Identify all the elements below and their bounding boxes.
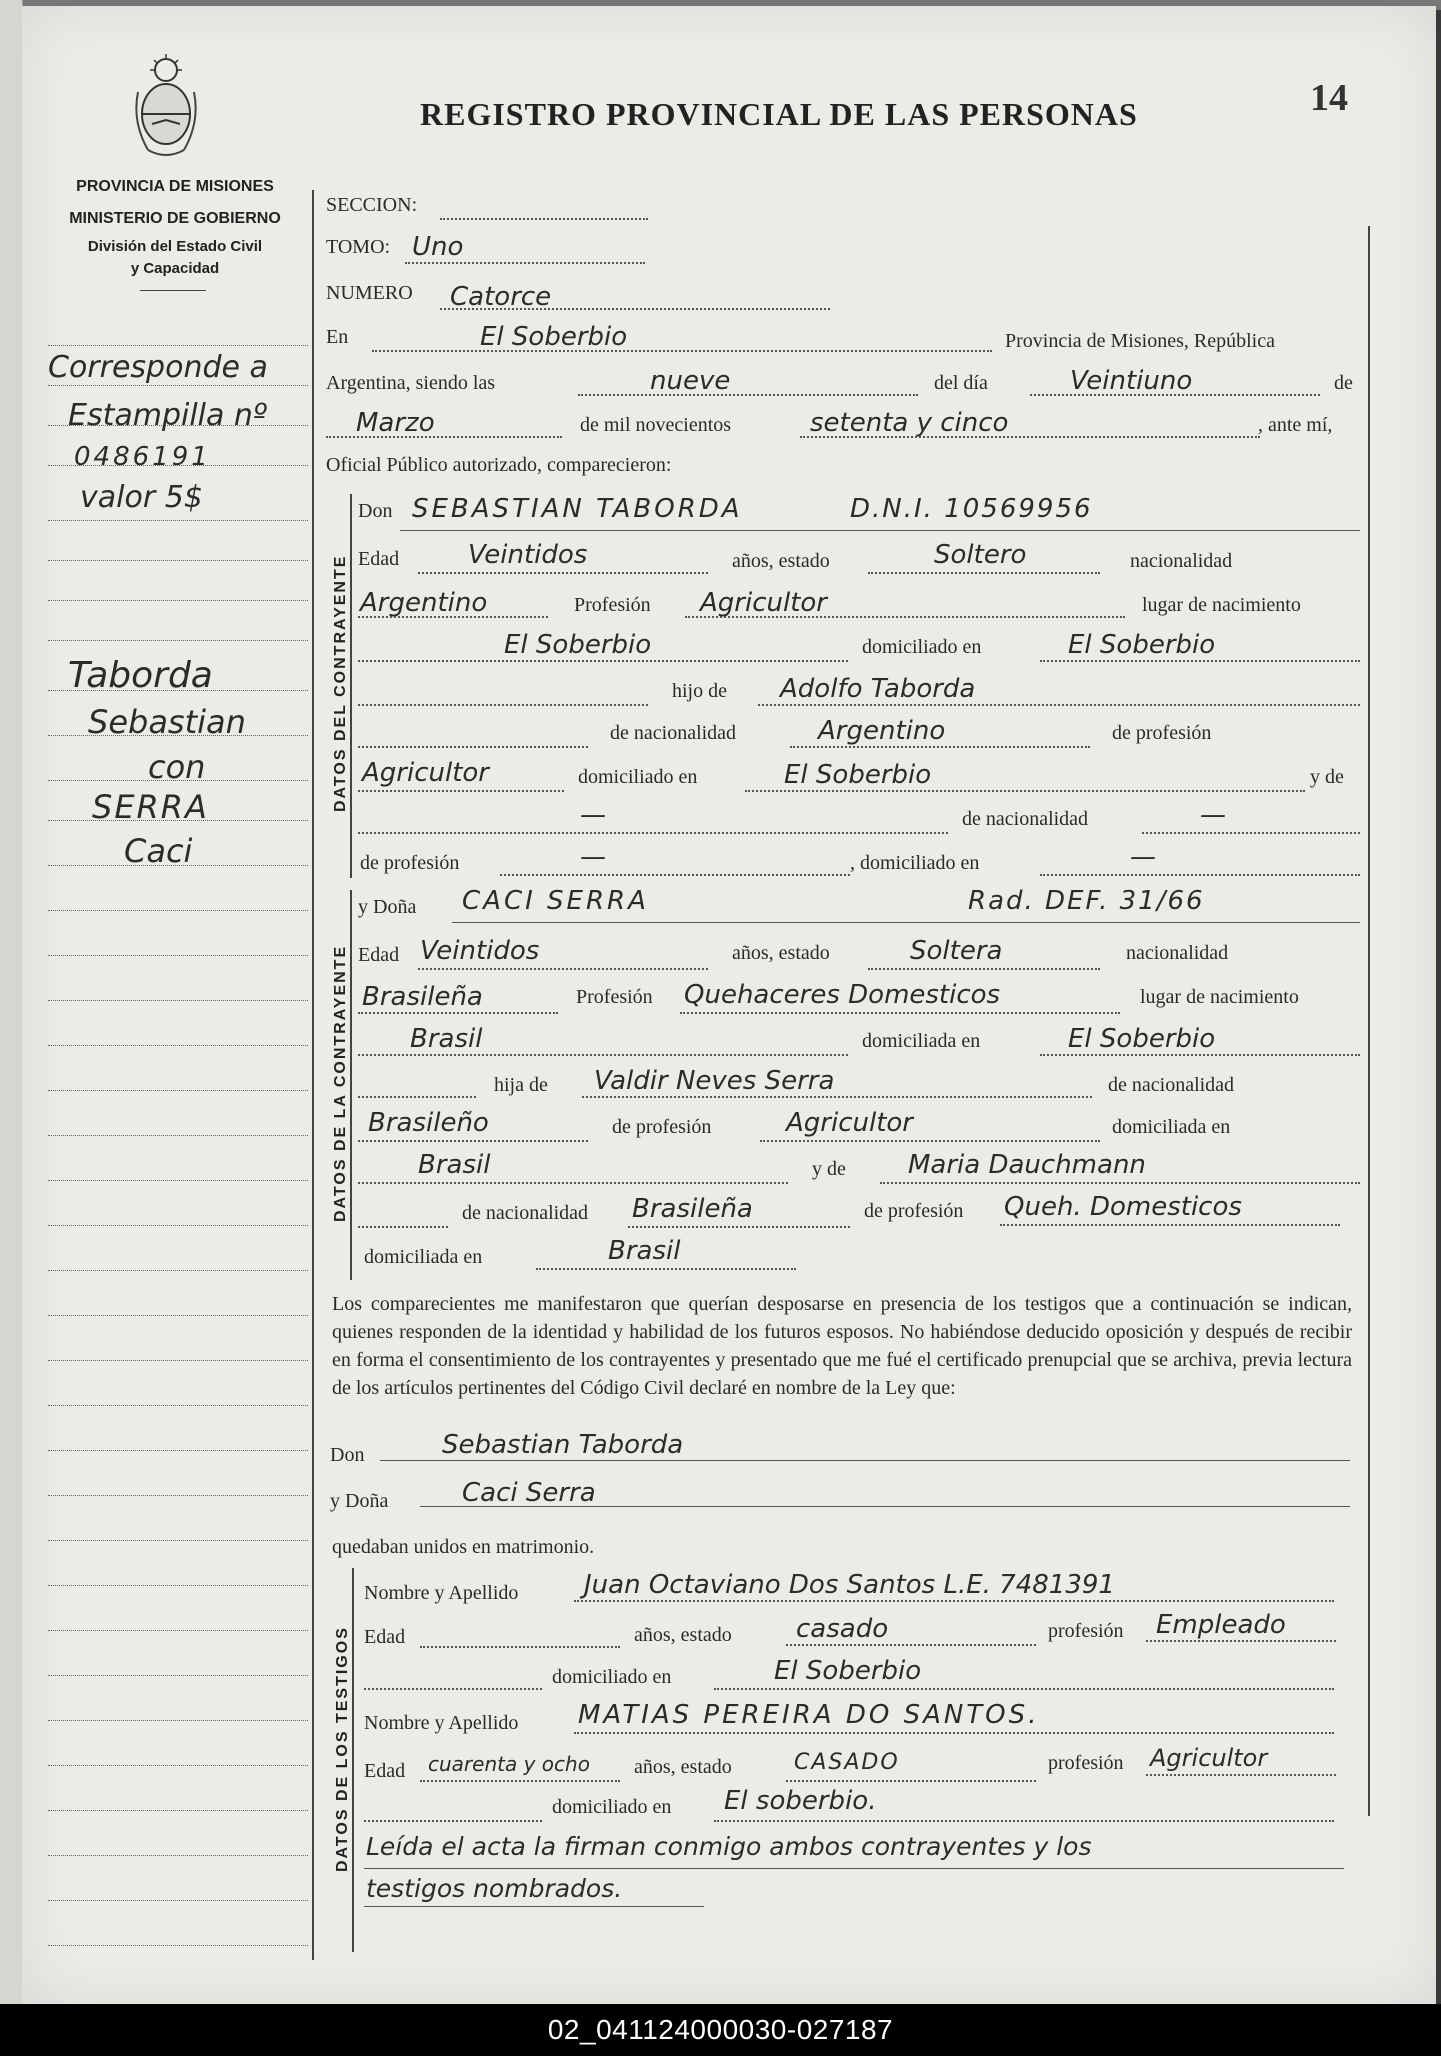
edad-line-2: [418, 968, 708, 970]
anios-estado-label-4: años, estado: [634, 1756, 732, 1778]
lugar-line: [358, 660, 848, 662]
madre-nac-line-2: [628, 1226, 850, 1228]
contrayente-estado: Soltero: [934, 540, 1027, 570]
contrayenta-lugar: Brasil: [410, 1024, 483, 1054]
profesion-line: [685, 616, 1125, 618]
contrayente-lugar: El Soberbio: [504, 630, 652, 660]
contrayenta-madre-profesion: Queh. Domesticos: [1004, 1192, 1242, 1222]
seccion-label: SECCION:: [326, 194, 418, 216]
y-de-label-2: y de: [812, 1158, 846, 1180]
madre-line-2: [880, 1182, 1360, 1184]
edad-label-2: Edad: [358, 944, 400, 966]
dia-value: Veintiuno: [1070, 366, 1193, 396]
mes-value: Marzo: [356, 408, 435, 438]
dona-label-2: y Doña: [330, 1490, 389, 1512]
padre-nac-line: [790, 746, 1090, 748]
contrayente-madre-profesion: —: [580, 842, 606, 872]
lugar-label: lugar de nacimiento: [1142, 594, 1301, 616]
de-label: de: [1334, 372, 1353, 394]
padre-profesion-label-2: de profesión: [612, 1116, 712, 1138]
profesion-label-3: profesión: [1048, 1620, 1124, 1642]
t2-estado-line: [786, 1780, 1036, 1782]
contrayenta-madre: Maria Dauchmann: [908, 1150, 1146, 1180]
contrayente-nacionalidad: Argentino: [360, 588, 488, 618]
contrayente-dni: D.N.I. 10569956: [850, 494, 1093, 524]
right-border: [1368, 226, 1370, 1816]
nombre-label: Nombre y Apellido: [364, 1582, 519, 1604]
domiciliado-label-4: domiciliado en: [552, 1796, 672, 1818]
margin-note-line3: 0486191: [74, 442, 211, 472]
profesion-label-4: profesión: [1048, 1752, 1124, 1774]
t1-edad-line: [420, 1646, 620, 1648]
contrayenta-padre-domicilio: Brasil: [418, 1150, 491, 1180]
contrayenta-padre: Valdir Neves Serra: [594, 1066, 835, 1096]
nacionalidad-line-2: [358, 1012, 558, 1014]
t2-name-line: [574, 1732, 1334, 1734]
scan-id-footer: 02_041124000030-027187: [0, 2004, 1441, 2056]
hora-value: nueve: [650, 366, 731, 396]
hora-line: [578, 394, 918, 396]
anios-estado-label: años, estado: [732, 550, 830, 572]
binding-edge: [0, 0, 23, 2004]
ministry-label: MINISTERIO DE GOBIERNO: [69, 210, 281, 227]
margin-name-2: Sebastian: [88, 703, 246, 741]
division-label: División del Estado Civil: [87, 238, 263, 255]
page-number: 14: [1310, 77, 1348, 119]
edad-line: [418, 572, 708, 574]
contrayenta-bracket: [350, 890, 352, 1280]
page-title: REGISTRO PROVINCIAL DE LAS PERSONAS: [420, 96, 1138, 132]
padre-nac-pre-line: [358, 746, 588, 748]
contrayente-madre: —: [580, 800, 606, 830]
contrayente-padre-domicilio: El Soberbio: [784, 760, 932, 790]
contrayenta-padre-profesion: Agricultor: [786, 1108, 913, 1138]
padre-prof-line-2: [760, 1140, 1100, 1142]
margin-name-3: con: [148, 748, 206, 786]
madre-nac-pre-line: [358, 1226, 448, 1228]
testigo1-estado: casado: [796, 1614, 889, 1644]
contrayenta-madre-nacionalidad: Brasileña: [632, 1194, 753, 1224]
dona-label: y Doña: [358, 896, 417, 918]
seccion-line: [440, 218, 648, 220]
testigo2-estado: CASADO: [794, 1750, 900, 1775]
t1-estado-line: [786, 1644, 1036, 1646]
closing-underline-1: [364, 1868, 1344, 1869]
contrayente-madre-nacionalidad: —: [1200, 800, 1226, 830]
anios-estado-label-2: años, estado: [732, 942, 830, 964]
domiciliado-label-3: domiciliado en: [552, 1666, 672, 1688]
testigo1-domicilio: El Soberbio: [774, 1656, 922, 1686]
nombre-label-2: Nombre y Apellido: [364, 1712, 519, 1734]
unidos-label: quedaban unidos en matrimonio.: [332, 1536, 595, 1558]
madre-nac-line: [1142, 832, 1360, 834]
edad-label: Edad: [358, 548, 400, 570]
dona-line: [420, 1506, 1350, 1507]
padre-line-2: [582, 1096, 1092, 1098]
numero-line: [440, 308, 830, 310]
declaracion-don-name: Sebastian Taborda: [442, 1430, 684, 1460]
domiciliada-label: domiciliada en: [862, 1030, 981, 1052]
contrayenta-profesion: Quehaceres Domesticos: [684, 980, 1001, 1010]
profesion-label-2: Profesión: [576, 986, 653, 1008]
provincia-label: Provincia de Misiones, República: [1005, 330, 1275, 352]
madre-prof-line-2: [1000, 1224, 1340, 1226]
contrayente-bracket: [350, 494, 352, 878]
madre-dom-line-2: [536, 1268, 796, 1270]
testigos-section-label: DATOS DE LOS TESTIGOS: [334, 1626, 351, 1872]
declaracion-dona-name: Caci Serra: [462, 1478, 596, 1508]
del-dia-label: del día: [934, 372, 988, 394]
padre-nac-line-2: [358, 1140, 588, 1142]
don-label: Don: [358, 500, 393, 522]
margin-name-4: SERRA: [92, 788, 209, 826]
contrayenta-nacionalidad: Brasileña: [362, 982, 483, 1012]
dia-line: [1030, 394, 1320, 396]
contrayenta-name: CACI SERRA: [462, 886, 649, 916]
t2-dom-line: [714, 1820, 1334, 1822]
contrayenta-madre-domicilio: Brasil: [608, 1236, 681, 1266]
testigo2-name: MATIAS PEREIRA DO SANTOS.: [578, 1700, 1040, 1730]
y-de-label: y de: [1310, 766, 1344, 788]
don-line: [380, 1460, 1350, 1461]
domiciliado-label: domiciliado en: [862, 636, 982, 658]
lugar-label-2: lugar de nacimiento: [1140, 986, 1299, 1008]
contrayente-padre-profesion: Agricultor: [362, 758, 489, 788]
division-label-2: y Capacidad: [130, 260, 220, 277]
padre-profesion-label: de profesión: [1112, 722, 1212, 744]
padre-dom-line: [745, 790, 1305, 792]
edad-label-4: Edad: [364, 1760, 406, 1782]
profesion-label: Profesión: [574, 594, 651, 616]
contrayenta-padre-nacionalidad: Brasileño: [368, 1108, 489, 1138]
estado-line: [868, 572, 1100, 574]
margin-divider: [312, 190, 314, 1960]
argentina-label: Argentina, siendo las: [326, 372, 496, 394]
contrayenta-name-line: [452, 922, 1360, 923]
closing-line-1: Leída el acta la firman conmigo ambos contrayentes y los: [366, 1832, 1092, 1861]
testigo1-name: Juan Octaviano Dos Santos L.E. 7481391: [584, 1570, 1115, 1600]
madre-profesion-label: de profesión: [360, 852, 460, 874]
testigo2-domicilio: El soberbio.: [724, 1786, 877, 1816]
hijo-label: hijo de: [672, 680, 727, 702]
testigo2-edad: cuarenta y ocho: [428, 1752, 590, 1776]
closing-line-2: testigos nombrados.: [366, 1874, 623, 1903]
margin-note-line4: valor 5$: [80, 480, 203, 515]
don-label-2: Don: [330, 1444, 365, 1466]
testigo1-profesion: Empleado: [1156, 1610, 1286, 1640]
anio-value: setenta y cinco: [810, 408, 1009, 438]
madre-dom-line: [1040, 874, 1360, 876]
madre-nacionalidad-label: de nacionalidad: [962, 808, 1089, 830]
declaration-text: Los comparecientes me manifestaron que querían desposarse en presencia de los testigos que a continuación se indican, quienes responden de la identidad y habilidad de los futuros esposos. No habiéndose deducido oposición y después de recibir en forma el consentimiento de los contrayentes y presentado que me fué el certificado prenupcial que se archiva, previa lectura de los artículos pertinentes del Código Civil declaré en nombre de la Ley que:: [332, 1293, 1352, 1399]
contrayente-name: SEBASTIAN TABORDA: [412, 494, 743, 524]
en-line: [372, 350, 992, 352]
tomo-line: [405, 262, 645, 264]
en-value: El Soberbio: [480, 322, 628, 352]
contrayente-profesion: Agricultor: [700, 588, 827, 618]
padre-domicilio-label: domiciliado en: [578, 766, 698, 788]
contrayenta-estado: Soltera: [910, 936, 1003, 966]
padre-domicilio-label-2: domiciliada en: [1112, 1116, 1231, 1138]
margin-note-line1: Corresponde a: [48, 350, 268, 385]
madre-prof-line: [500, 874, 850, 876]
oficial-label: Oficial Público autorizado, comparecieron:: [326, 454, 672, 476]
closing-underline-2: [364, 1906, 704, 1907]
contrayente-edad: Veintidos: [468, 540, 588, 570]
contrayenta-domicilio: El Soberbio: [1068, 1024, 1216, 1054]
madre-domicilio-label-2: domiciliada en: [364, 1246, 483, 1268]
t1-prof-line: [1146, 1640, 1336, 1642]
t1-name-line: [574, 1600, 1334, 1602]
profesion-line-2: [680, 1012, 1120, 1014]
contrayenta-section-label: DATOS DE LA CONTRAYENTE: [332, 944, 349, 1222]
madre-domicilio-label: , domiciliado en: [850, 852, 980, 874]
padre-dom-line-2: [358, 1182, 788, 1184]
margin-name-1: Taborda: [68, 655, 213, 696]
hija-pre-line: [358, 1096, 476, 1098]
contrayente-padre-nacionalidad: Argentino: [818, 716, 946, 746]
margin-note-line2: Estampilla nº: [68, 398, 268, 433]
t2-prof-line: [1146, 1774, 1336, 1776]
en-label: En: [326, 326, 349, 348]
contrayente-name-line: [400, 530, 1360, 531]
mes-line: [326, 436, 562, 438]
numero-value: Catorce: [450, 282, 552, 312]
margin-name-5: Caci: [124, 832, 193, 870]
contrayente-domicilio: El Soberbio: [1068, 630, 1216, 660]
province-label: PROVINCIA DE MISIONES: [76, 178, 274, 195]
madre-profesion-label-2: de profesión: [864, 1200, 964, 1222]
padre-line: [758, 704, 1360, 706]
contrayente-madre-domicilio: —: [1130, 842, 1156, 872]
madre-nacionalidad-label-2: de nacionalidad: [462, 1202, 589, 1224]
numero-label: NUMERO: [326, 282, 413, 304]
contrayenta-rad: Rad. DEF. 31/66: [968, 886, 1205, 916]
estado-line-2: [868, 968, 1100, 970]
nacionalidad-label: nacionalidad: [1130, 550, 1233, 572]
header-divider: [140, 290, 206, 291]
nacionalidad-line: [358, 616, 548, 618]
t2-dom-pre-line: [364, 1820, 542, 1822]
contrayente-padre: Adolfo Taborda: [780, 674, 976, 704]
hijo-pre-line: [358, 704, 648, 706]
testigo2-profesion: Agricultor: [1150, 1744, 1268, 1772]
nacionalidad-label-2: nacionalidad: [1126, 942, 1229, 964]
domicilio-line-2: [1040, 1054, 1360, 1056]
padre-nacionalidad-label: de nacionalidad: [610, 722, 737, 744]
t1-dom-line: [714, 1688, 1334, 1690]
t1-dom-pre-line: [364, 1688, 542, 1690]
madre-line: [358, 832, 948, 834]
lugar-line-2: [358, 1054, 848, 1056]
mil-label: de mil novecientos: [580, 414, 732, 436]
ante-mi-label: , ante mí,: [1258, 414, 1333, 436]
tomo-label: TOMO:: [326, 236, 391, 258]
padre-prof-line: [358, 790, 564, 792]
testigos-bracket: [352, 1568, 354, 1952]
t2-edad-line: [420, 1780, 620, 1782]
anio-line: [800, 436, 1260, 438]
coat-of-arms-icon: [130, 52, 202, 162]
tomo-value: Uno: [412, 232, 464, 262]
contrayenta-edad: Veintidos: [420, 936, 540, 966]
padre-nacionalidad-label-2: de nacionalidad: [1108, 1074, 1235, 1096]
anios-estado-label-3: años, estado: [634, 1624, 732, 1646]
edad-label-3: Edad: [364, 1626, 406, 1648]
domicilio-line: [1040, 660, 1360, 662]
contrayente-section-label: DATOS DEL CONTRAYENTE: [332, 554, 349, 812]
hija-label: hija de: [494, 1074, 548, 1096]
